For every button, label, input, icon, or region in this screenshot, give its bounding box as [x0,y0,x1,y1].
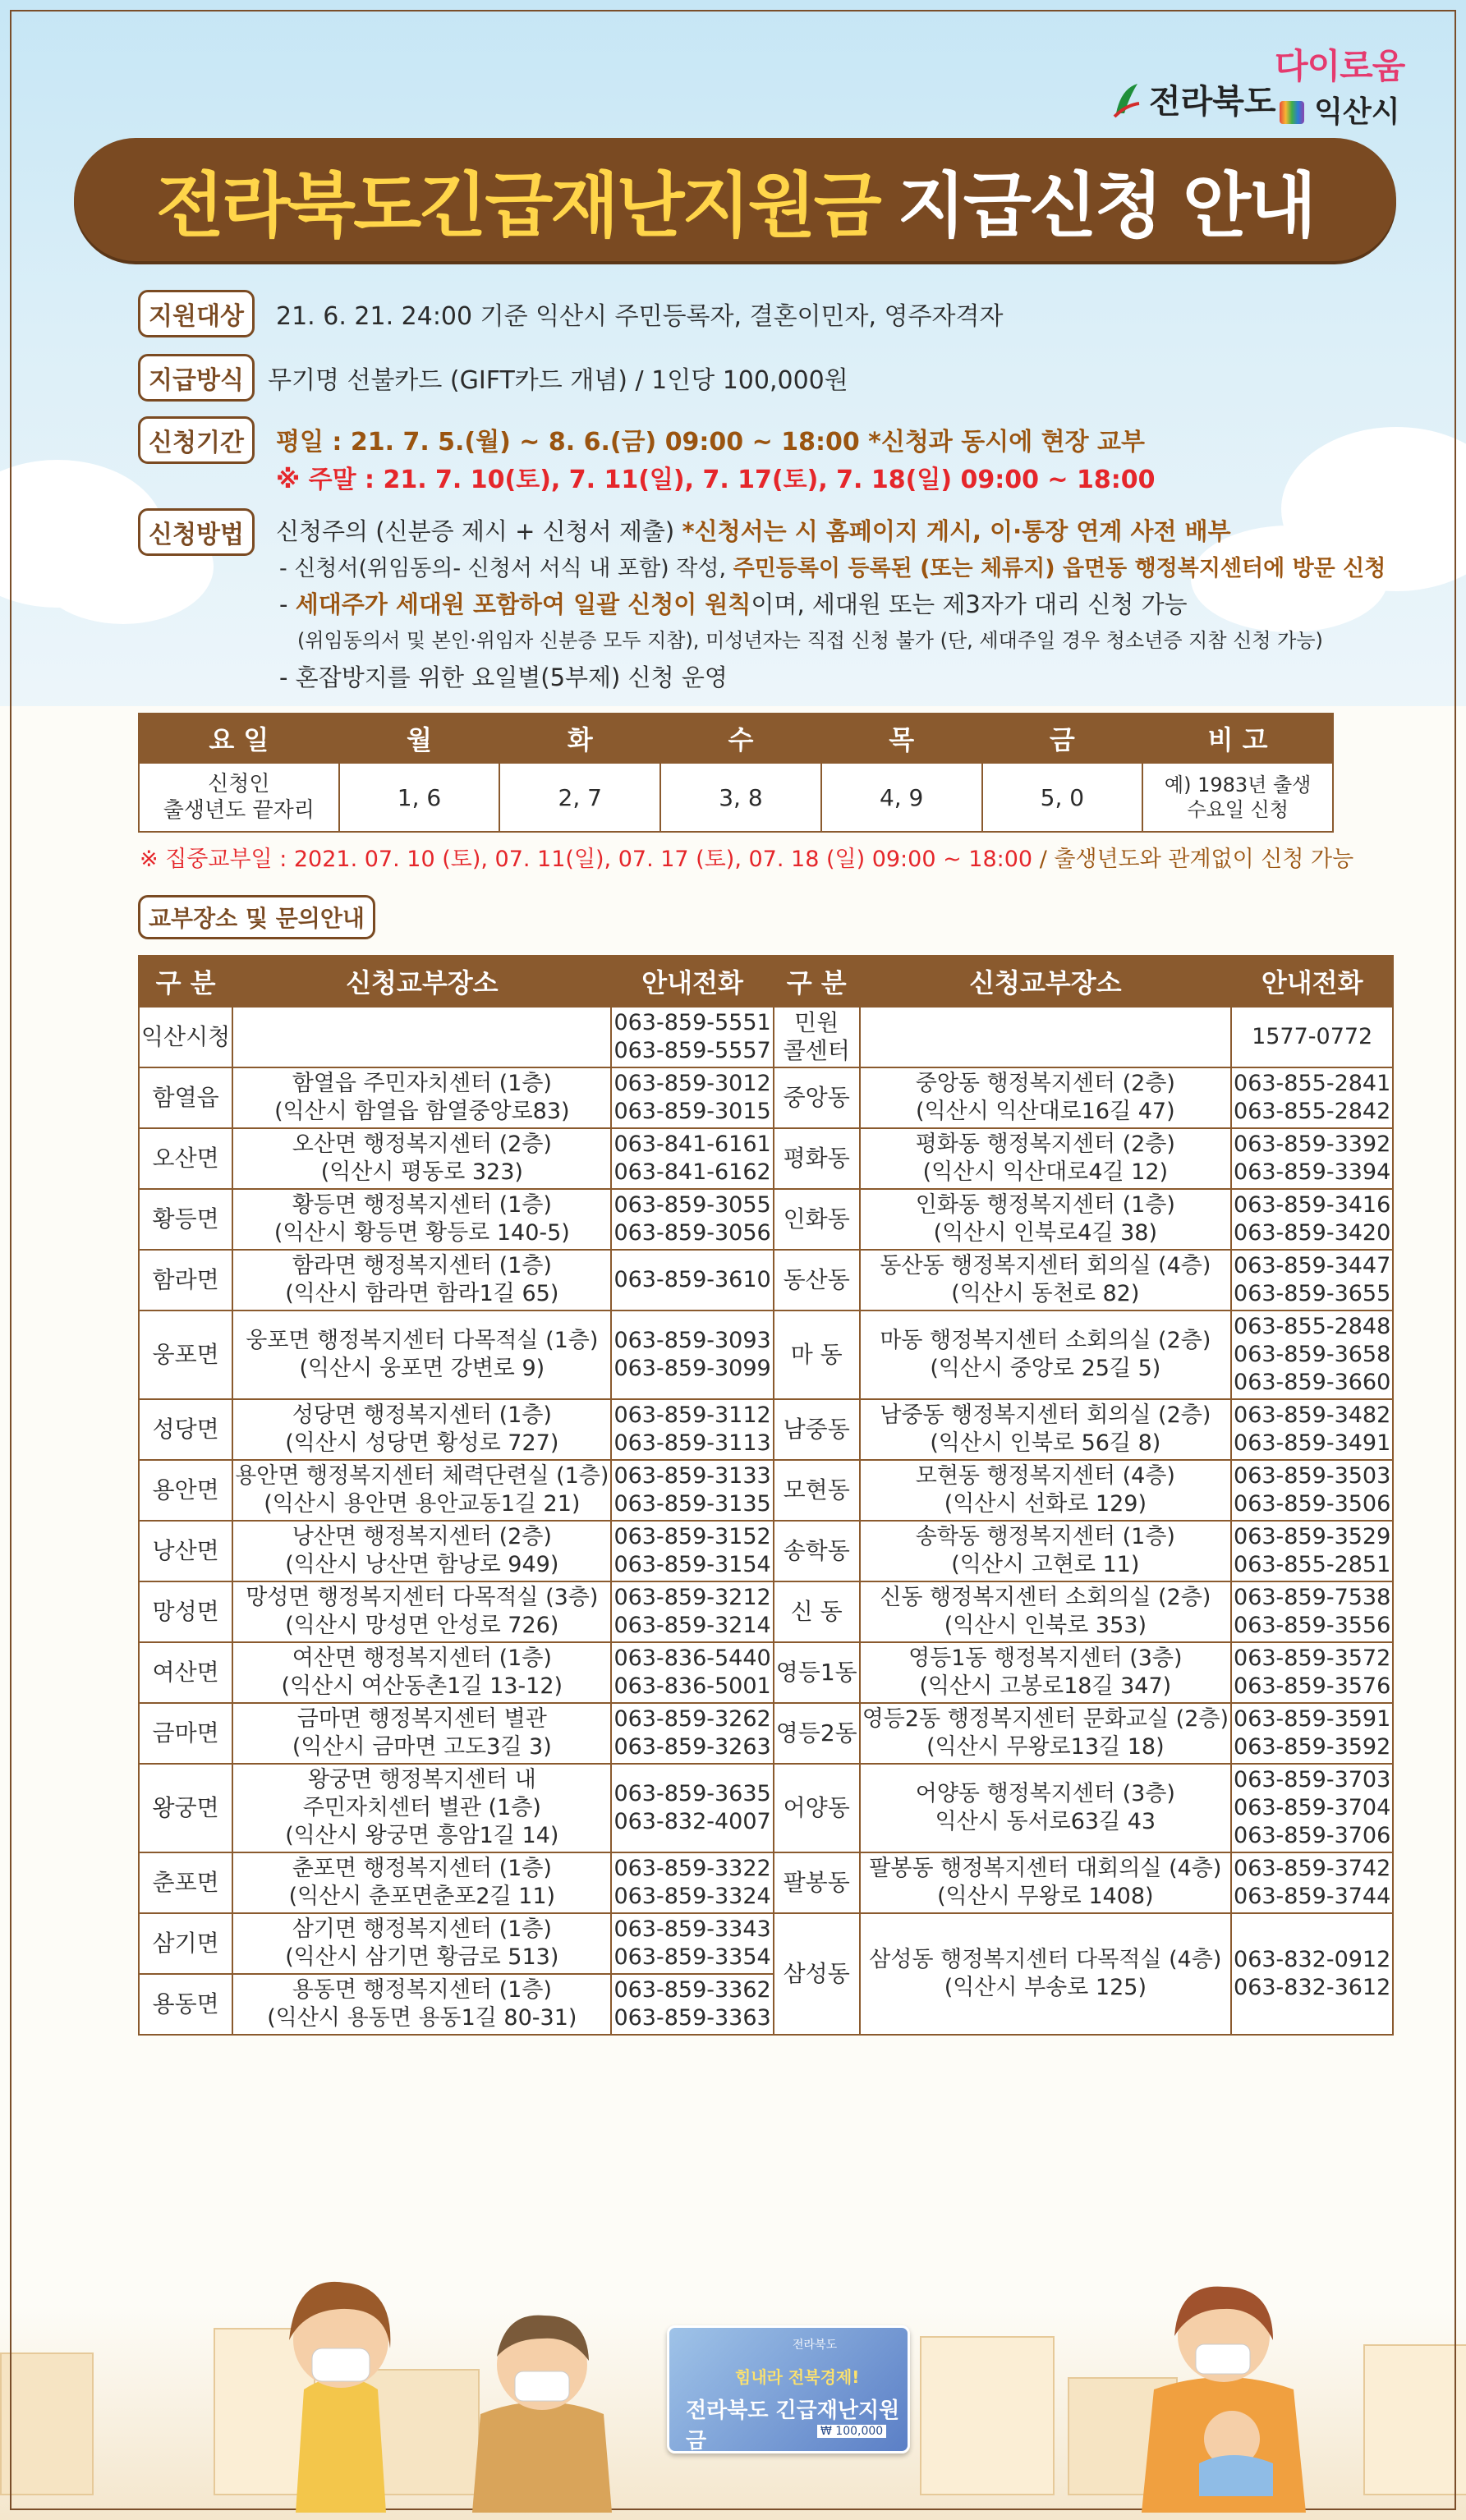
office-phone: 063-859-3610 [611,1250,773,1310]
office-phone: 063-836-5440 063-836-5001 [611,1642,773,1703]
iksan-logo-bottom: 익산시 [1275,89,1404,131]
district-name: 낭산면 [139,1521,232,1581]
district-name: 삼성동 [774,1913,860,2035]
jeonbuk-logo-icon [1113,80,1141,118]
table-row [139,1642,1393,1703]
apply-label: 신청방법 [138,508,255,556]
table-row [139,1067,1393,1128]
weekday-note: 예) 1983년 출생 수요일 신청 [1142,763,1333,832]
card-slogan: 힘내라 전북경제! [735,2367,860,2387]
office-phone: 063-859-3482 063-859-3491 [1231,1399,1393,1460]
district-name: 평화동 [774,1128,860,1189]
office-phone: 063-859-3055 063-859-3056 [611,1189,773,1250]
office-location: 삼성동 행정복지센터 다목적실 (4층) (익산시 부송로 125) [860,1913,1231,2035]
district-name: 금마면 [139,1703,232,1764]
section-label: 교부장소 및 문의안내 [138,895,375,939]
apply-line-4: (위임동의서 및 본인·위임자 신분증 모두 지참), 미성년자는 직접 신청 불가 (단, 세대주일 경우 청소년증 지참 신청 가능) [297,629,1323,652]
office-phone: 063-859-3635 063-832-4007 [611,1764,773,1852]
office-phone: 063-859-3703 063-859-3704 063-859-3706 [1231,1764,1393,1852]
table-row [139,1764,1393,1852]
weekday-cell: 2, 7 [499,763,660,832]
office-location: 춘포면 행정복지센터 (1층) (익산시 춘포면춘포2길 11) [232,1852,611,1913]
office-location: 마동 행정복지센터 소회의실 (2층) (익산시 중앙로 25길 5) [860,1310,1231,1399]
office-location: 성당면 행정복지센터 (1층) (익산시 성당면 황성로 727) [232,1399,611,1460]
weekday-cell: 5, 0 [982,763,1143,832]
mother-baby-illustration [1109,2258,1339,2513]
weekday-header: 화 [499,714,660,763]
office-location: 망성면 행정복지센터 다목적실 (3층) (익산시 망성면 안성로 726) [232,1581,611,1642]
office-location: 금마면 행정복지센터 별관 (익산시 금마면 고도3길 3) [232,1703,611,1764]
office-location: 남중동 행정복지센터 회의실 (2층) (익산시 인북로 56길 8) [860,1399,1231,1460]
office-phone: 063-859-3343 063-859-3354 [611,1913,773,1974]
weekday-row-label: 신청인 출생년도 끝자리 [139,763,339,832]
apply-line-1: 신청주의 (신분증 제시 + 신청서 제출) *신청서는 시 홈페이지 게시, 이·통장 연계 사전 배부 [276,517,1231,545]
office-location: 모현동 행정복지센터 (4층) (익산시 선화로 129) [860,1460,1231,1521]
office-table-header [139,956,1393,1007]
district-name: 춘포면 [139,1852,232,1913]
table-row [139,1521,1393,1581]
district-name: 중앙동 [774,1067,860,1128]
district-name: 성당면 [139,1399,232,1460]
office-phone: 063-859-3112 063-859-3113 [611,1399,773,1460]
table-row [139,1007,1393,1067]
table-row [139,1581,1393,1642]
apply-line-2: - 신청서(위임동의- 신청서 서식 내 포함) 작성, 주민등록이 등록된 (또는 체류지) 읍면동 행정복지센터에 방문 신청 [279,556,1386,581]
district-name: 남중동 [774,1399,860,1460]
office-phone: 063-855-2848 063-859-3658 063-859-3660 [1231,1310,1393,1399]
office-phone: 063-859-3133 063-859-3135 [611,1460,773,1521]
title-sub: 지급신청 안내 [897,165,1315,247]
period-label: 신청기간 [138,416,255,464]
method-text: 무기명 선불카드 (GIFT카드 개념) / 1인당 100,000원 [268,366,848,395]
woman-illustration [246,2250,435,2513]
office-header: 신청교부장소 [232,956,611,1007]
office-location: 동산동 행정복지센터 회의실 (4층) (익산시 동천로 82) [860,1250,1231,1310]
office-location: 신동 행정복지센터 소회의실 (2층) (익산시 인북로 353) [860,1581,1231,1642]
office-phone: 063-859-3012 063-859-3015 [611,1067,773,1128]
office-location: 왕궁면 행정복지센터 내 주민자치센터 별관 (1층) (익산시 왕궁면 흥암1길 14) [232,1764,611,1852]
gift-card-illustration [667,2325,910,2453]
office-phone: 063-859-3322 063-859-3324 [611,1852,773,1913]
district-name: 익산시청 [139,1007,232,1067]
office-phone: 063-859-3212 063-859-3214 [611,1581,773,1642]
district-name: 삼기면 [139,1913,232,1974]
table-row [139,1852,1393,1913]
office-phone: 063-859-3591 063-859-3592 [1231,1703,1393,1764]
jeonbuk-logo-text: 전라북도 [1149,83,1276,121]
office-location: 오산면 행정복지센터 (2층) (익산시 평동로 323) [232,1128,611,1189]
table-row [139,1913,1393,1974]
district-name: 황등면 [139,1189,232,1250]
jeonbuk-logo [1113,76,1276,122]
weekday-table [138,713,1334,833]
district-name: 신 동 [774,1581,860,1642]
table-row [139,1399,1393,1460]
target-label: 지원대상 [138,290,255,337]
office-phone: 063-859-5551 063-859-5557 [611,1007,773,1067]
target-text: 21. 6. 21. 24:00 기준 익산시 주민등록자, 결혼이민자, 영주자격자 [276,302,1004,331]
table-row [139,1189,1393,1250]
office-location: 중앙동 행정복지센터 (2층) (익산시 익산대로16길 47) [860,1067,1231,1128]
weekday-header: 목 [821,714,982,763]
iksan-logo-icon [1280,101,1304,124]
period-line-2: ※ 주말 : 21. 7. 10(토), 7. 11(일), 7. 17(토), 7. 18(일) 09:00 ~ 18:00 [276,466,1156,494]
district-name: 어양동 [774,1764,860,1852]
district-name: 인화동 [774,1189,860,1250]
weekday-header: 수 [660,714,821,763]
weekday-cell: 4, 9 [821,763,982,832]
office-header: 구 분 [774,956,860,1007]
office-phone: 1577-0772 [1231,1007,1393,1067]
table-row [139,1310,1393,1399]
district-name: 영등2동 [774,1703,860,1764]
title-main: 전라북도긴급재난지원금 [155,165,880,247]
office-phone: 063-855-2841 063-855-2842 [1231,1067,1393,1128]
distribution-notice: ※ 집중교부일 : 2021. 07. 10 (토), 07. 11(일), 07. 17 (토), 07. 18 (일) 09:00 ~ 18:00 / 출생년도와 관계없이 신청 가능 [140,847,1354,872]
office-location: 어양동 행정복지센터 (3층) 익산시 동서로63길 43 [860,1764,1231,1852]
office-location: 용안면 행정복지센터 체력단련실 (1층) (익산시 용안면 용안교동1길 21) [232,1460,611,1521]
office-table [138,955,1394,2036]
district-name: 여산면 [139,1642,232,1703]
office-location: 여산면 행정복지센터 (1층) (익산시 여산동촌1길 13-12) [232,1642,611,1703]
district-name: 용동면 [139,1974,232,2035]
office-phone: 063-859-3362 063-859-3363 [611,1974,773,2035]
office-location: 송학동 행정복지센터 (1층) (익산시 고현로 11) [860,1521,1231,1581]
office-location: 영등1동 행정복지센터 (3층) (익산시 고봉로18길 347) [860,1642,1231,1703]
office-location: 낭산면 행정복지센터 (2층) (익산시 낭산면 함낭로 949) [232,1521,611,1581]
office-location: 평화동 행정복지센터 (2층) (익산시 익산대로4길 12) [860,1128,1231,1189]
office-table-body [139,1007,1393,2035]
office-header: 구 분 [139,956,232,1007]
office-phone: 063-859-7538 063-859-3556 [1231,1581,1393,1642]
district-name: 민원 콜센터 [774,1007,860,1067]
office-phone: 063-832-0912 063-832-3612 [1231,1913,1393,2035]
table-row [139,1128,1393,1189]
weekday-header: 비 고 [1142,714,1333,763]
office-phone: 063-859-3152 063-859-3154 [611,1521,773,1581]
office-location: 함라면 행정복지센터 (1층) (익산시 함라면 함라1길 65) [232,1250,611,1310]
office-phone: 063-859-3262 063-859-3263 [611,1703,773,1764]
office-header: 안내전화 [1231,956,1393,1007]
district-name: 왕궁면 [139,1764,232,1852]
card-name: 전라북도 긴급재난지원금 [686,2398,900,2453]
man-illustration [448,2291,636,2513]
office-location: 인화동 행정복지센터 (1층) (익산시 인북로4길 38) [860,1189,1231,1250]
office-phone: 063-859-3529 063-855-2851 [1231,1521,1393,1581]
card-brand: 전라북도 [793,2339,838,2352]
district-name: 마 동 [774,1310,860,1399]
office-phone: 063-859-3416 063-859-3420 [1231,1189,1393,1250]
office-header: 신청교부장소 [860,956,1231,1007]
iksan-logo-top: 다이로움 [1275,46,1405,86]
office-location: 황등면 행정복지센터 (1층) (익산시 황등면 황등로 140-5) [232,1189,611,1250]
table-row [139,1460,1393,1521]
office-phone: 063-859-3572 063-859-3576 [1231,1642,1393,1703]
weekday-cell: 3, 8 [660,763,821,832]
district-name: 망성면 [139,1581,232,1642]
office-location: 웅포면 행정복지센터 다목적실 (1층) (익산시 웅포면 강변로 9) [232,1310,611,1399]
office-location: 삼기면 행정복지센터 (1층) (익산시 삼기면 황금로 513) [232,1913,611,1974]
weekday-table-row [139,763,1333,832]
weekday-header: 금 [982,714,1143,763]
table-row [139,1703,1393,1764]
office-phone: 063-859-3503 063-859-3506 [1231,1460,1393,1521]
district-name: 함열읍 [139,1067,232,1128]
office-phone: 063-859-3392 063-859-3394 [1231,1128,1393,1189]
office-location [232,1007,611,1067]
district-name: 팔봉동 [774,1852,860,1913]
weekday-cell: 1, 6 [339,763,500,832]
weekday-header: 월 [339,714,500,763]
weekday-table-header [139,714,1333,763]
district-name: 모현동 [774,1460,860,1521]
title-banner [74,138,1396,261]
office-location: 영등2동 행정복지센터 문화교실 (2층) (익산시 무왕로13길 18) [860,1703,1231,1764]
iksan-logo [1275,39,1404,131]
office-phone: 063-859-3093 063-859-3099 [611,1310,773,1399]
district-name: 동산동 [774,1250,860,1310]
office-phone: 063-859-3742 063-859-3744 [1231,1852,1393,1913]
office-phone: 063-859-3447 063-859-3655 [1231,1250,1393,1310]
office-phone: 063-841-6161 063-841-6162 [611,1128,773,1189]
office-location: 용동면 행정복지센터 (1층) (익산시 용동면 용동1길 80-31) [232,1974,611,2035]
office-location: 팔봉동 행정복지센터 대회의실 (4층) (익산시 무왕로 1408) [860,1852,1231,1913]
apply-line-3: - 세대주가 세대원 포함하여 일괄 신청이 원칙이며, 세대원 또는 제3자가 대리 신청 가능 [279,590,1188,618]
district-name: 함라면 [139,1250,232,1310]
period-line-1: 평일 : 21. 7. 5.(월) ~ 8. 6.(금) 09:00 ~ 18:00 *신청과 동시에 현장 교부 [276,428,1145,457]
office-location: 함열읍 주민자치센터 (1층) (익산시 함열읍 함열중앙로83) [232,1067,611,1128]
district-name: 용안면 [139,1460,232,1521]
district-name: 웅포면 [139,1310,232,1399]
office-location [860,1007,1231,1067]
office-header: 안내전화 [611,956,773,1007]
table-row [139,1250,1393,1310]
method-label: 지급방식 [138,354,255,402]
district-name: 송학동 [774,1521,860,1581]
card-amount: ₩ 100,000 [817,2425,886,2438]
district-name: 오산면 [139,1128,232,1189]
weekday-header: 요 일 [139,714,339,763]
apply-line-5: - 혼잡방지를 위한 요일별(5부제) 신청 운영 [279,663,728,691]
district-name: 영등1동 [774,1642,860,1703]
